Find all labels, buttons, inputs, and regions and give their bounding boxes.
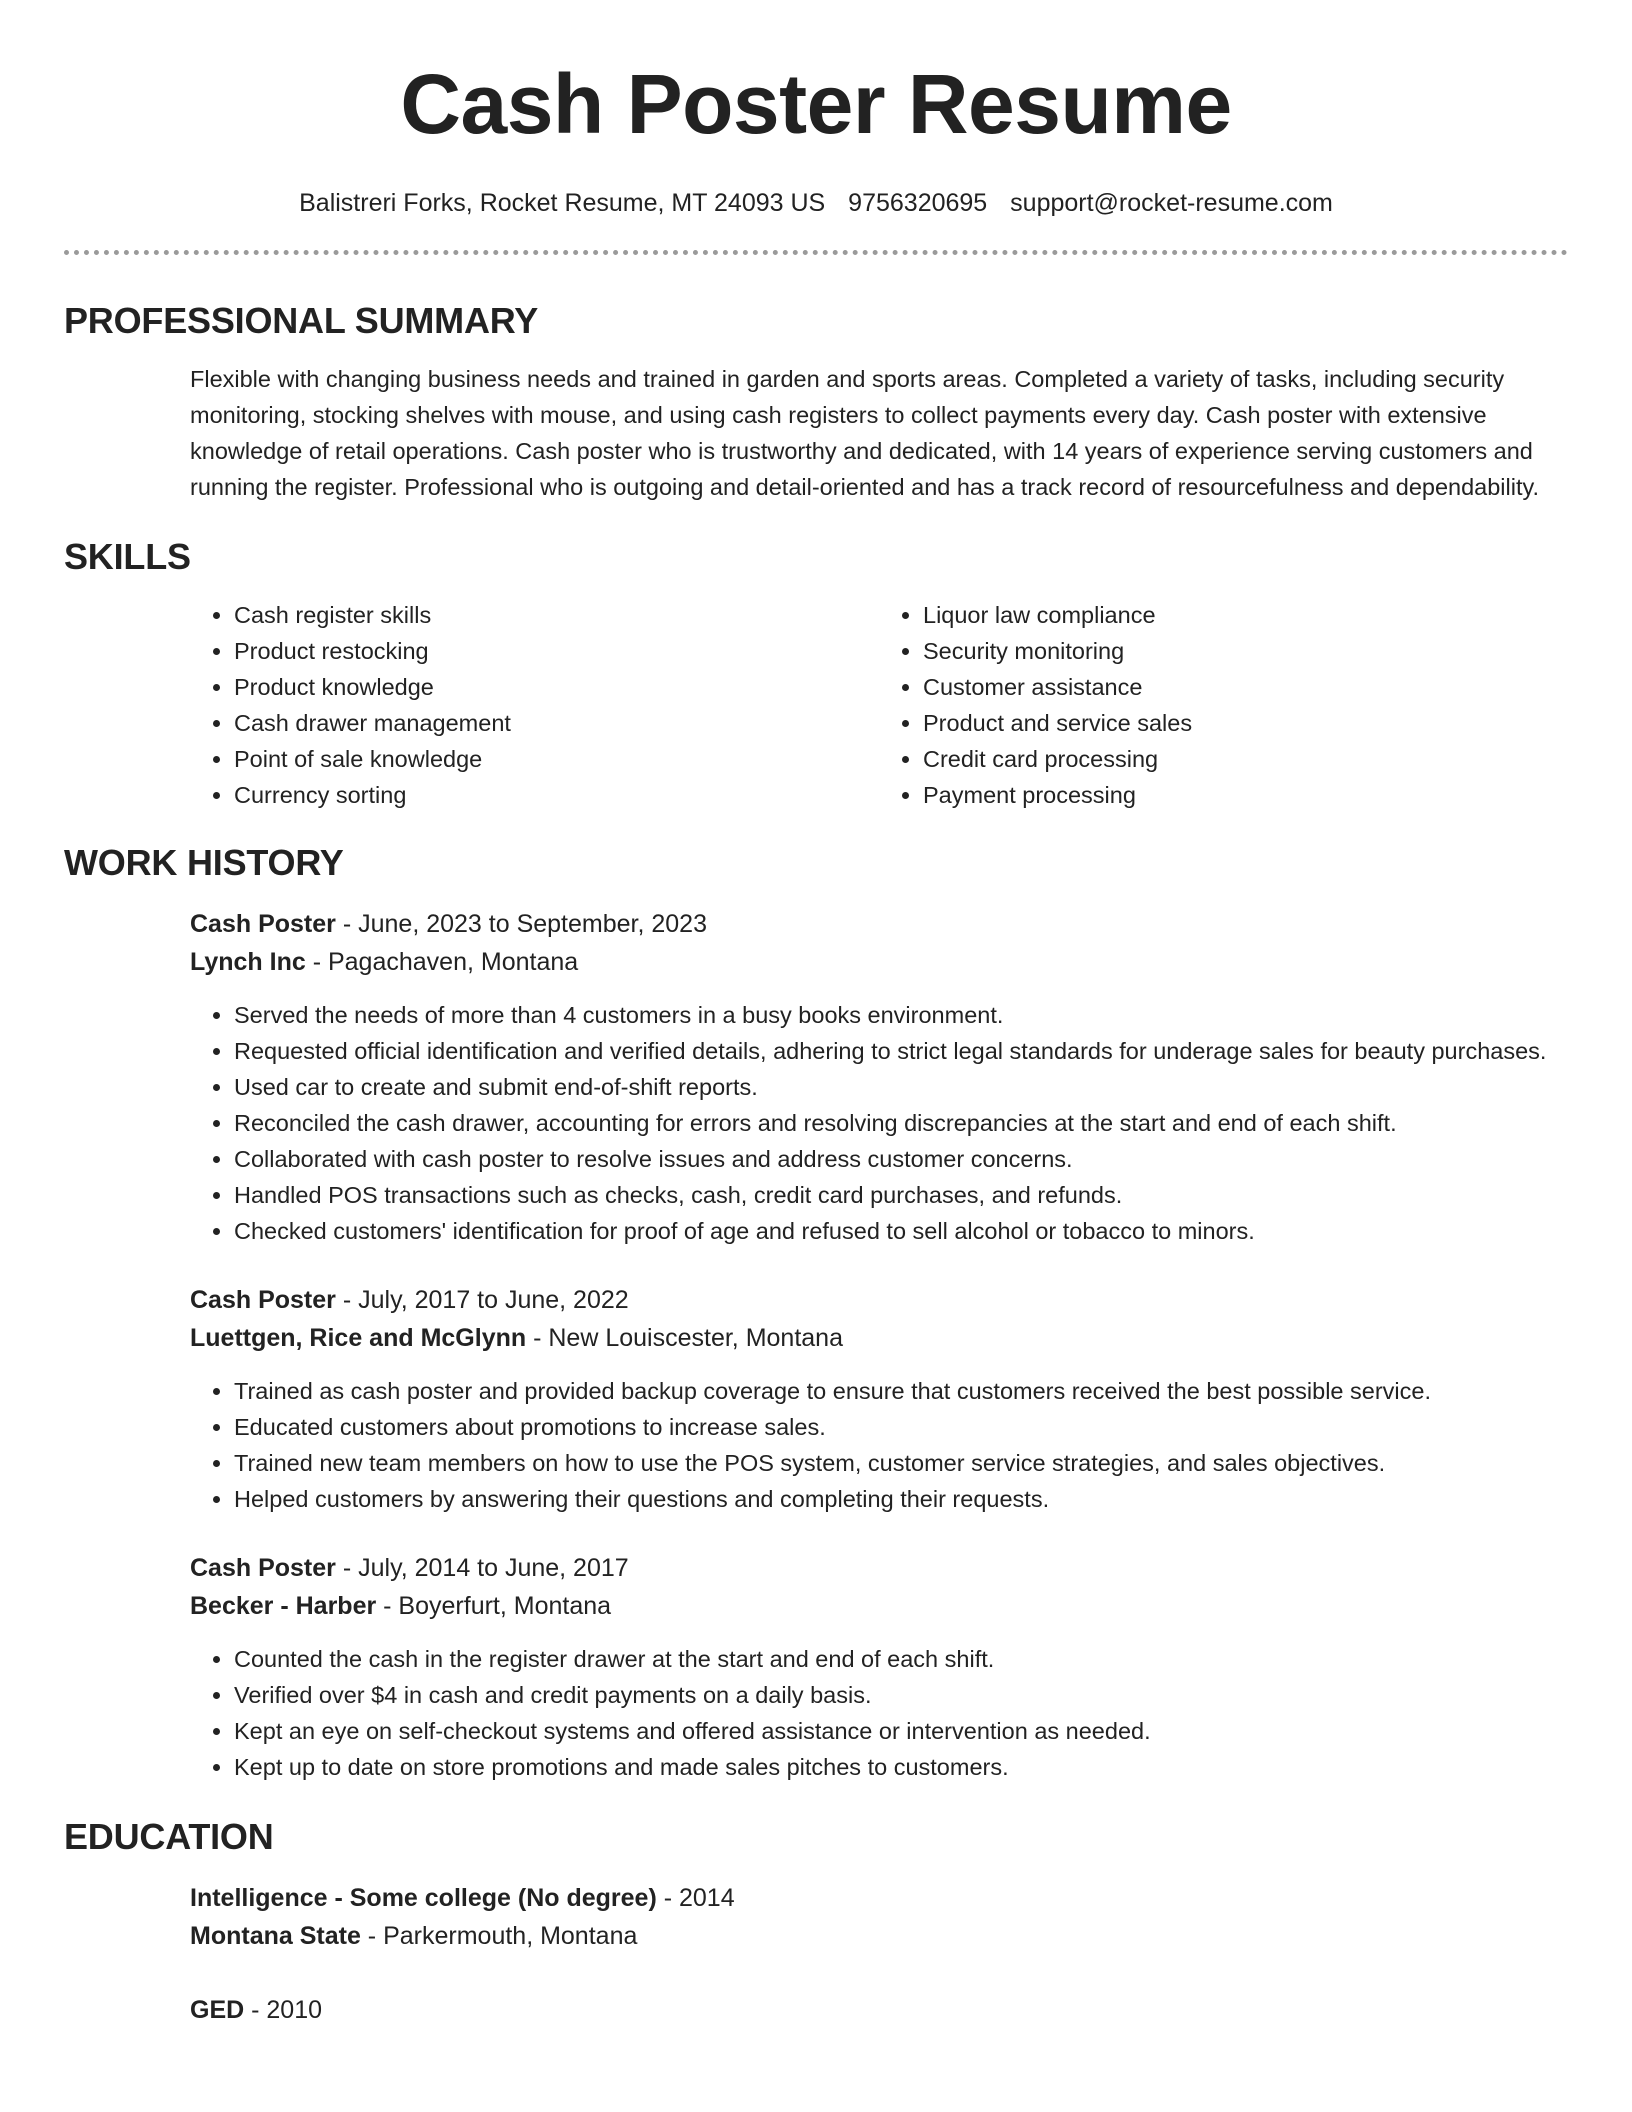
- job-entry: [190, 1549, 1568, 1785]
- job-bullet: • Trained as cash poster and provided backup coverage to ensure that customers received the best possible service.: [234, 1373, 1568, 1409]
- job-dates: - July, 2014 to June, 2017: [335, 1554, 629, 1582]
- job-bullet: • Counted the cash in the register drawer at the start and end of each shift.: [234, 1641, 1568, 1677]
- job-company: Luettgen, Rice and McGlynn: [190, 1324, 527, 1352]
- job-bullet: • Checked customers' identification for proof of age and refused to sell alcohol or tobacco to minors.: [234, 1213, 1568, 1249]
- skill-item: • Product knowledge: [234, 669, 879, 705]
- job-bullet: • Kept an eye on self-checkout systems and offered assistance or intervention as needed.: [234, 1713, 1568, 1749]
- header-divider: [64, 250, 1568, 255]
- job-title-line: [190, 1549, 1568, 1587]
- job-bullet: • Handled POS transactions such as checks, cash, credit card purchases, and refunds.: [234, 1177, 1568, 1213]
- job-entry: [190, 905, 1568, 1249]
- job-bullet: • Served the needs of more than 4 customers in a busy books environment.: [234, 997, 1568, 1033]
- skills-column-left: [190, 597, 879, 813]
- summary-heading: PROFESSIONAL SUMMARY: [64, 300, 539, 341]
- job-bullet: • Verified over $4 in cash and credit payments on a daily basis.: [234, 1677, 1568, 1713]
- job-title-line: [190, 1281, 1568, 1319]
- job-company-line: [190, 943, 1568, 981]
- job-company-line: [190, 1319, 1568, 1357]
- job-bullet: • Educated customers about promotions to increase sales.: [234, 1409, 1568, 1445]
- education-degree: GED: [190, 1996, 245, 2024]
- job-company: Becker - Harber: [190, 1592, 377, 1620]
- job-title: Cash Poster: [190, 1554, 336, 1582]
- job-bullet: • Kept up to date on store promotions and made sales pitches to customers.: [234, 1749, 1568, 1785]
- skill-item: • Cash register skills: [234, 597, 879, 633]
- contact-address: Balistreri Forks, Rocket Resume, MT 24093 US: [299, 189, 826, 217]
- contact-phone: 9756320695: [848, 189, 988, 217]
- skills-heading: SKILLS: [64, 536, 191, 577]
- summary-text: Flexible with changing business needs and trained in garden and sports areas. Completed a variety of tasks, including security monitoring, stocking shelves with mouse, and using cash registers to collect payments every day. Cash poster with extensive knowledge of retail operations. Cash poster who is trustworthy and dedicated, with 14 years of experience serving customers and running the register. Professional who is outgoing and detail-oriented and has a track record of resourcefulness and dependability.: [190, 366, 1540, 500]
- job-bullet: • Collaborated with cash poster to resolve issues and address customer concerns.: [234, 1141, 1568, 1177]
- education-degree-line: [190, 1991, 1568, 2029]
- skill-item: • Credit card processing: [923, 741, 1568, 777]
- skill-item: • Liquor law compliance: [923, 597, 1568, 633]
- job-location: - Pagachaven, Montana: [305, 948, 579, 976]
- resume-title: Cash Poster Resume: [400, 57, 1232, 151]
- job-bullet: • Requested official identification and verified details, adhering to strict legal standards for underage sales for beauty purchases.: [234, 1033, 1568, 1069]
- skill-item: • Currency sorting: [234, 777, 879, 813]
- education-year: - 2010: [244, 1996, 323, 2024]
- education-school-line: [190, 1917, 1568, 1955]
- skill-item: • Product and service sales: [923, 705, 1568, 741]
- job-bullet: • Trained new team members on how to use the POS system, customer service strategies, and sales objectives.: [234, 1445, 1568, 1481]
- skill-item: • Point of sale knowledge: [234, 741, 879, 777]
- education-entry: [190, 1991, 1568, 2029]
- skills-list: [190, 597, 1568, 813]
- resume-page: [64, 0, 1568, 2029]
- job-bullet: • Helped customers by answering their questions and completing their requests.: [234, 1481, 1568, 1517]
- skill-item: • Security monitoring: [923, 633, 1568, 669]
- contact-line: [64, 188, 1568, 218]
- education-degree: Intelligence - Some college (No degree): [190, 1884, 657, 1912]
- education-location: - Parkermouth, Montana: [360, 1922, 638, 1950]
- job-bullet-list: [190, 1641, 1568, 1785]
- job-bullet: • Reconciled the cash drawer, accounting for errors and resolving discrepancies at the start and end of each shift.: [234, 1105, 1568, 1141]
- job-company: Lynch Inc: [190, 948, 306, 976]
- job-location: - Boyerfurt, Montana: [376, 1592, 612, 1620]
- work-history-heading: WORK HISTORY: [64, 842, 344, 883]
- job-bullet: • Used car to create and submit end-of-shift reports.: [234, 1069, 1568, 1105]
- education-school: Montana State: [190, 1922, 361, 1950]
- skill-item: • Cash drawer management: [234, 705, 879, 741]
- job-dates: - June, 2023 to September, 2023: [335, 910, 707, 938]
- skill-item: • Payment processing: [923, 777, 1568, 813]
- job-entry: [190, 1281, 1568, 1517]
- skill-item: • Product restocking: [234, 633, 879, 669]
- job-location: - New Louiscester, Montana: [526, 1324, 843, 1352]
- education-heading: EDUCATION: [64, 1816, 274, 1857]
- skills-column-right: [879, 597, 1568, 813]
- skill-item: • Customer assistance: [923, 669, 1568, 705]
- job-bullet-list: [190, 997, 1568, 1249]
- job-dates: - July, 2017 to June, 2022: [335, 1286, 629, 1314]
- job-title: Cash Poster: [190, 910, 336, 938]
- job-bullet-list: [190, 1373, 1568, 1517]
- education-year: - 2014: [656, 1884, 735, 1912]
- education-entry: [190, 1879, 1568, 1955]
- education-degree-line: [190, 1879, 1568, 1917]
- job-company-line: [190, 1587, 1568, 1625]
- contact-email: support@rocket-resume.com: [1010, 189, 1333, 217]
- job-title-line: [190, 905, 1568, 943]
- job-title: Cash Poster: [190, 1286, 336, 1314]
